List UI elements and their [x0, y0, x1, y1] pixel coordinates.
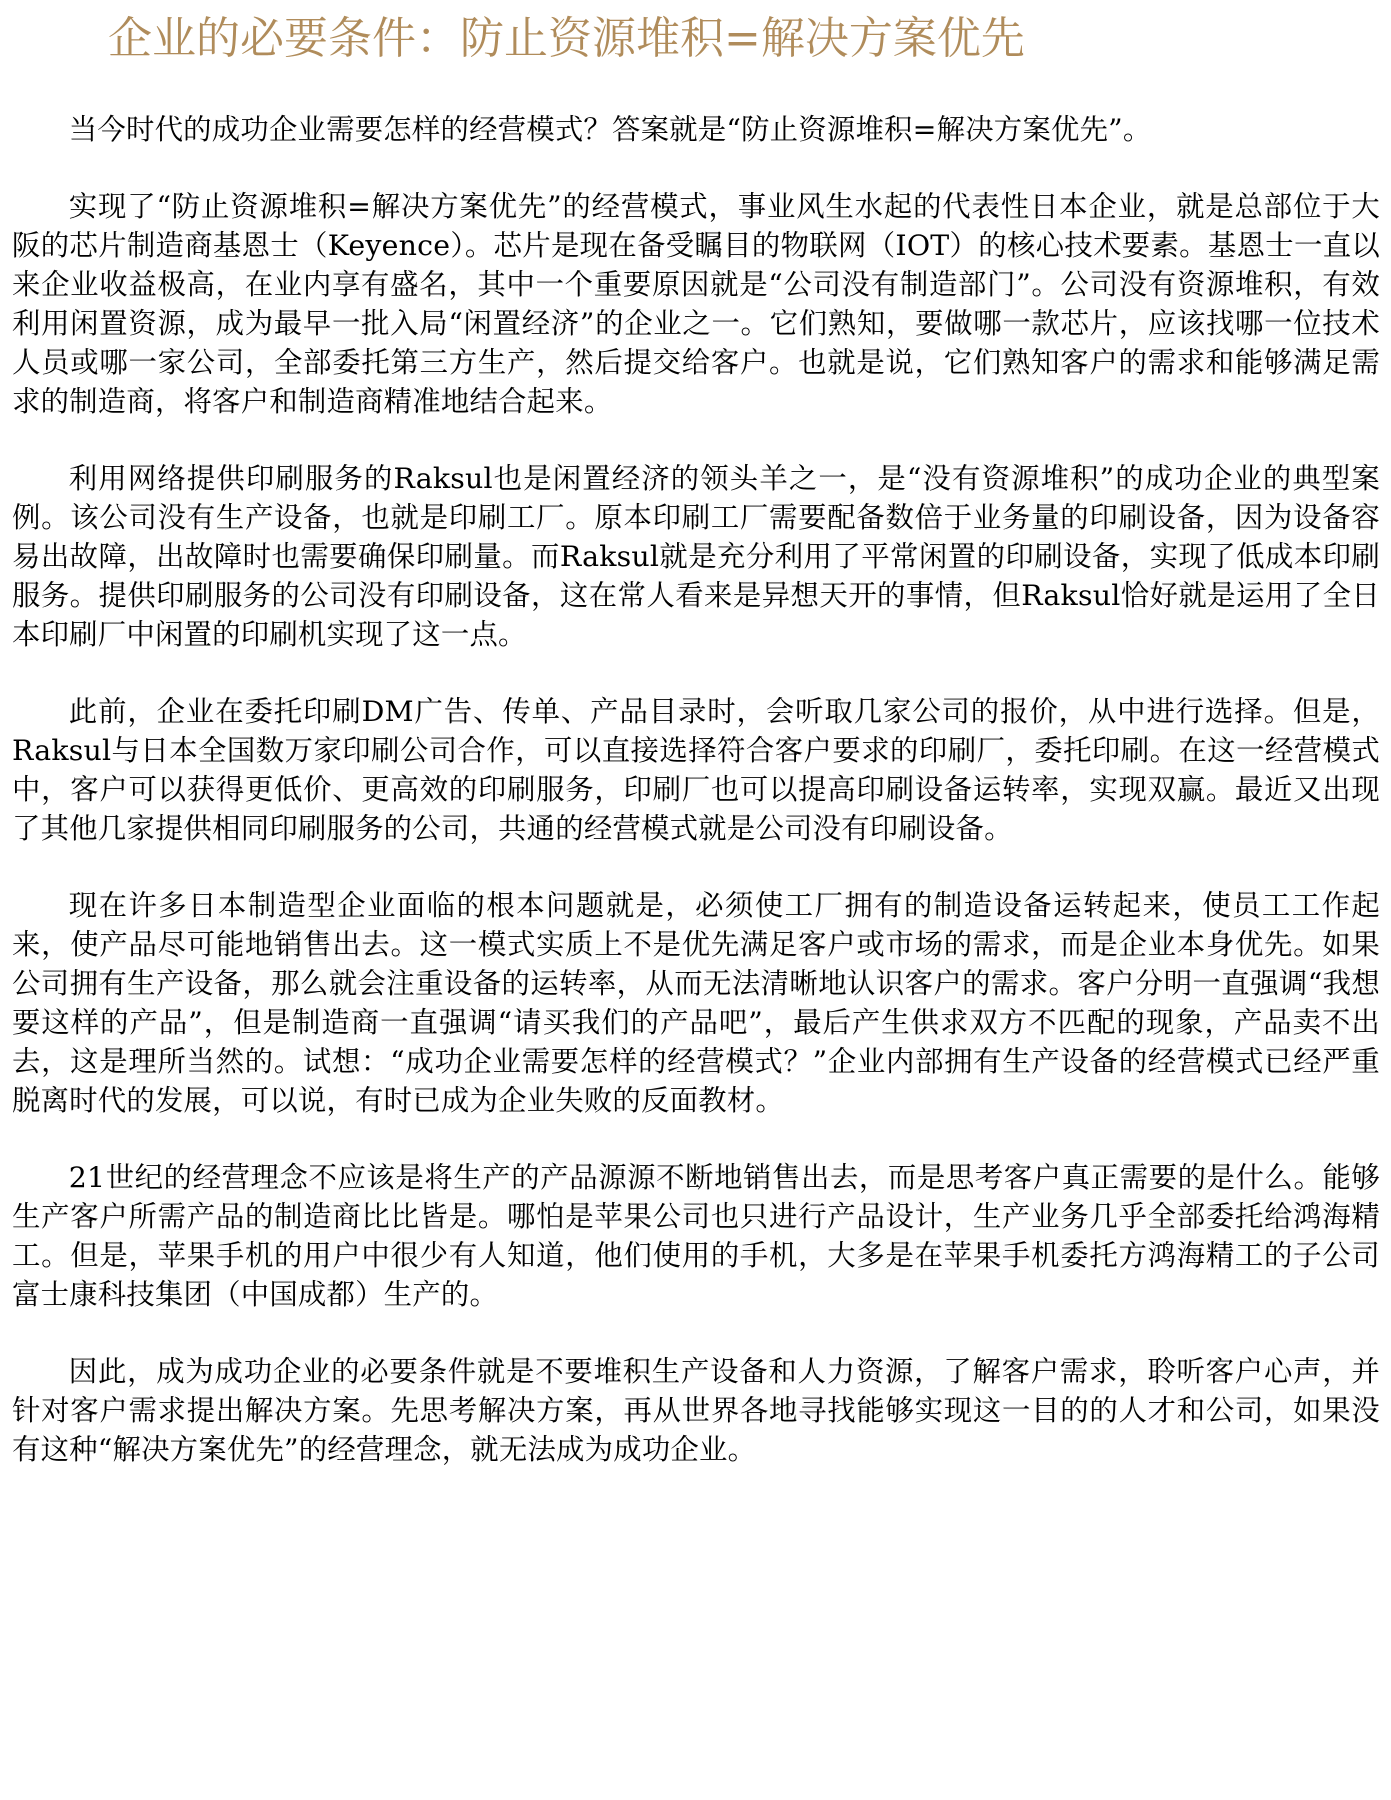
paragraph-6: 21世纪的经营理念不应该是将生产的产品源源不断地销售出去，而是思考客户真正需要的是什么。能够生产客户所需产品的制造商比比皆是。哪怕是苹果公司也只进行产品设计，生产业务几乎全部委托给鸿海精工。但是，苹果手机的用户中很少有人知道，他们使用的手机，大多是在苹果手机委托方鸿海精工的子公司富士康科技集团（中国成都）生产的。 — [12, 1161, 1380, 1311]
paragraph-1: 当今时代的成功企业需要怎样的经营模式？答案就是“防止资源堆积=解决方案优先”。 — [68, 113, 1152, 146]
paragraph-4: 此前，企业在委托印刷DM广告、传单、产品目录时，会听取几家公司的报价，从中进行选择。但是，Raksul与日本全国数万家印刷公司合作，可以直接选择符合客户要求的印刷厂，委托印刷。在这一经营模式中，客户可以获得更低价、更高效的印刷服务，印刷厂也可以提高印刷设备运转率，实现双赢。最近又出现了其他几家提供相同印刷服务的公司，共通的经营模式就是公司没有印刷设备。 — [12, 695, 1380, 845]
paragraph-3: 利用网络提供印刷服务的Raksul也是闲置经济的领头羊之一，是“没有资源堆积”的成功企业的典型案例。该公司没有生产设备，也就是印刷工厂。原本印刷工厂需要配备数倍于业务量的印刷设备，因为设备容易出故障，出故障时也需要确保印刷量。而Raksul就是充分利用了平常闲置的印刷设备，实现了低成本印刷服务。提供印刷服务的公司没有印刷设备，这在常人看来是异想天开的事情，但Raksul恰好就是运用了全日本印刷厂中闲置的印刷机实现了这一点。 — [12, 462, 1380, 651]
document-title: 企业的必要条件：防止资源堆积=解决方案优先 — [108, 13, 1025, 64]
document-body — [12, 110, 1380, 1507]
paragraph-5: 现在许多日本制造型企业面临的根本问题就是，必须使工厂拥有的制造设备运转起来，使员工工作起来，使产品尽可能地销售出去。这一模式实质上不是优先满足客户或市场的需求，而是企业本身优先。如果公司拥有生产设备，那么就会注重设备的运转率，从而无法清晰地认识客户的需求。客户分明一直强调“我想要这样的产品”，但是制造商一直强调“请买我们的产品吧”，最后产生供求双方不匹配的现象，产品卖不出去，这是理所当然的。试想：“成功企业需要怎样的经营模式？”企业内部拥有生产设备的经营模式已经严重脱离时代的发展，可以说，有时已成为企业失败的反面教材。 — [12, 889, 1380, 1117]
paragraph-2: 实现了“防止资源堆积=解决方案优先”的经营模式，事业风生水起的代表性日本企业，就是总部位于大阪的芯片制造商基恩士（Keyence）。芯片是现在备受瞩目的物联网（IOT）的核心技术要素。基恩士一直以来企业收益极高，在业内享有盛名，其中一个重要原因就是“公司没有制造部门”。公司没有资源堆积，有效利用闲置资源，成为最早一批入局“闲置经济”的企业之一。它们熟知，要做哪一款芯片，应该找哪一位技术人员或哪一家公司，全部委托第三方生产，然后提交给客户。也就是说，它们熟知客户的需求和能够满足需求的制造商，将客户和制造商精准地结合起来。 — [12, 190, 1380, 418]
paragraph-7: 因此，成为成功企业的必要条件就是不要堆积生产设备和人力资源，了解客户需求，聆听客户心声，并针对客户需求提出解决方案。先思考解决方案，再从世界各地寻找能够实现这一目的的人才和公司，如果没有这种“解决方案优先”的经营理念，就无法成为成功企业。 — [12, 1355, 1380, 1466]
